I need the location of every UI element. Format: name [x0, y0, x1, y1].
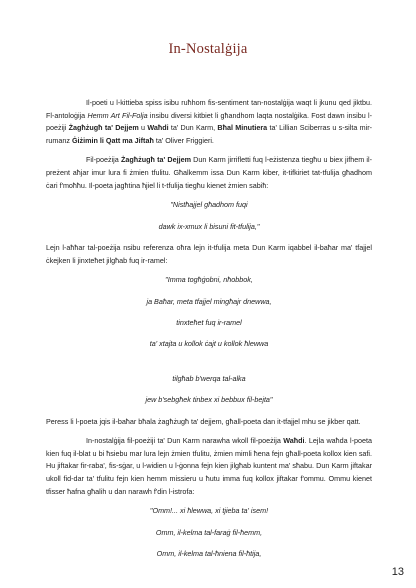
page-number: 13: [391, 566, 404, 579]
poem-title: Żagħżugħ ta' Dejjem: [68, 123, 139, 133]
text-run: ta' Lillian Sciberras u s-silta mir-rumanz: [46, 123, 372, 145]
verse-line: tilgħab b'werqa tal-alka: [172, 373, 246, 383]
paragraph-bahar: Lejn l-aħħar tal-poeżija nsibu referenza oħra lejn it-tfulija meta Dun Karm iqabbel il-baħar ma' tfajjel ċkejken li jinxteħet jilgħab fuq ir-ramel:: [46, 242, 372, 265]
poem-title: Waħdi: [283, 436, 305, 446]
verse-line: tinxteħet fuq ir-ramel: [176, 317, 242, 327]
text-run: ta' Oliver Friggieri.: [153, 135, 214, 145]
verse-line: ta' xtajta u kollok ċajt u kollok ħlewwa: [149, 339, 269, 349]
verse-line: ja Baħar, meta tfajjel mingħajr dnewwa,: [146, 296, 272, 306]
text-run: insibu diversi kitbiet li għandhom laqta nostalġika. Fost dawn insibu l-poeżiji: [46, 110, 372, 133]
verse-line: "Nistħajjel għadhom fuqi: [170, 200, 248, 210]
anthology-title: Hemm Art Fil-Folja: [87, 110, 148, 120]
verse-line: dawk ix-xmux li bisuni fit-tfulija,": [158, 221, 260, 231]
page-title: In-Nostalġija: [168, 41, 248, 57]
text-run: . Lejla waħda l-poeta kien fuq il-blat u bi ħsiebu mar lura lejn żmien tfulitu, żmien mimli ħena fejn għall-poeta kollox kien safi. Hu jiftakar fir-raba', fis-sġar, u l-widien u l-ġonna fejn kien jilgħab kuntent ma' sħabu. Dun Karm jiftakar ukoll fid-dar ta' tfulitu fejn kien hemm missieru u ħutu imma fuq kollox jiftakar f'ommu. Ommu kienet tfisser ħafna għalih u dan narawh f'din l-istrofa:: [46, 436, 372, 496]
poem-title: Waħdi: [147, 123, 169, 133]
novel-title: Ġiżimin li Qatt ma Jiftaħ: [71, 135, 154, 145]
text-run: ta' Dun Karm,: [168, 123, 218, 133]
text-run: In-nostalġija fil-poeżiji ta' Dun Karm narawha wkoll fil-poeżija: [86, 436, 284, 446]
text-run: Fil-poeżija: [86, 155, 121, 165]
paragraph-zaghzugh: [46, 154, 372, 192]
verse-line: jew b'sebgħek tinbex xi bebbux fil-bejta": [145, 395, 273, 405]
paragraph-intro: [46, 97, 372, 147]
document-body: [46, 97, 372, 569]
poem-title: Żagħżugħ ta' Dejjem: [120, 155, 191, 165]
paragraph-peress: Peress li l-poeta jqis il-baħar bħala żagħżugħ ta' dejjem, għall-poeta dan it-tfajjel mhu se jikber qatt.: [46, 416, 361, 426]
verse-line: Omm, il-kelma tal-ħniena fil-ħtija,: [156, 549, 262, 559]
paragraph-wahdi: [46, 435, 372, 498]
text-run: Il-poeti u l-kittieba spiss isibu ruħhom fis-sentiment tan-nostalġija waqt li jkunu qed jiktbu. Fl-antoloġija: [46, 98, 372, 120]
poem-title: Bħal Minutiera: [217, 123, 268, 133]
verse-line: "Imma togħġobni, nħobbok,: [165, 275, 253, 285]
verse-line: "Omm!... xi ħlewwa, xi tjieba ta' isem!: [149, 506, 269, 516]
text-run: u: [138, 123, 148, 133]
verse-line: Omm, il-kelma tal-faraġ fil-ħemm,: [155, 527, 263, 537]
text-run: Dun Karm jirrifletti fuq l-eżistenza tiegħu u biex jifhem il-preżent aħjar imur lura fi żmien tfulitu. Għalkemm issa Dun Karm kiber, it-tifkiriet tat-tfulija għadhom ċari f'moħħu. Il-poeta jagħtina ħjiel li t-tfulija tiegħu kienet żmien sabiħ:: [46, 155, 372, 190]
